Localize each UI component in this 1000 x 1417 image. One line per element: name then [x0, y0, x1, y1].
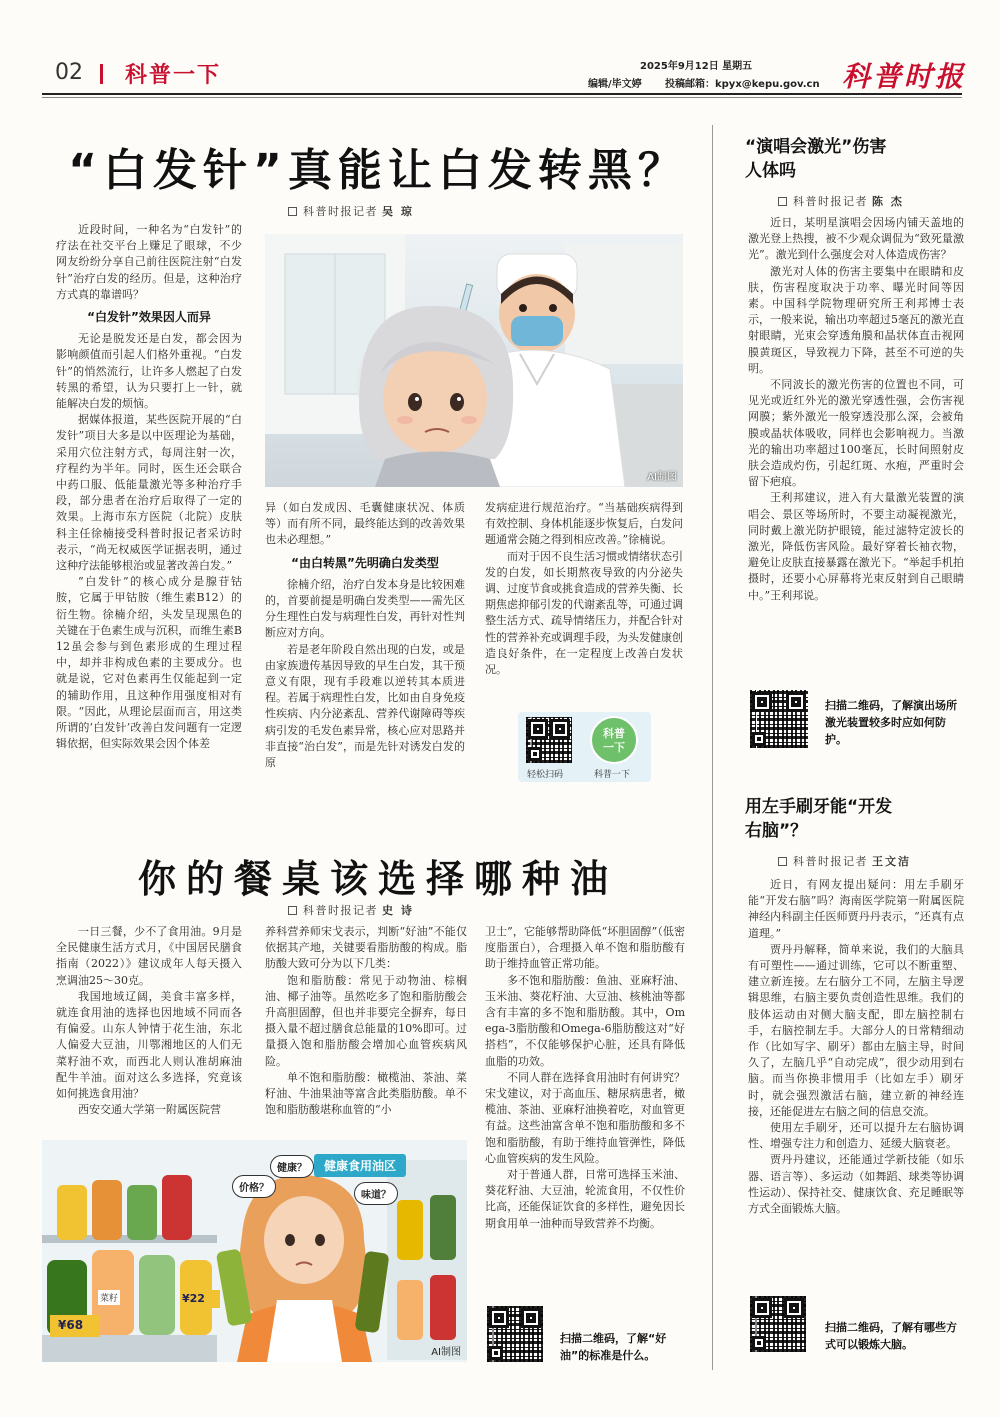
header-rule-thin: [42, 97, 962, 98]
image-caption: AI制图: [647, 472, 677, 483]
article2-title: 你的餐桌该选择哪种油: [137, 857, 618, 901]
page-number: 02: [55, 60, 83, 85]
qr-code[interactable]: [526, 717, 572, 763]
article1-qr-panel: [518, 712, 651, 782]
byline-box-icon: [288, 207, 297, 216]
article2-qr-caption: 扫描二维码，了解“好油”的标准是什么。: [560, 1332, 667, 1362]
masthead-logo: 科普时报: [842, 60, 967, 93]
paragraph: 我国地域辽阔，美食丰富多样，就连食用油的选择也因地域不同而各有偏爱。山东人钟情于花生油，东北人偏爱大豆油，川鄂湘地区的人们无菜籽油不欢，而西北人则认准胡麻油配牛羊油。面对这么多选择，究竟该如何挑选食用油？: [56, 989, 242, 1101]
byline-box-icon: [778, 857, 787, 866]
badge-text: 一下: [603, 741, 625, 754]
paragraph: 使用左手刷牙，还可以提升左右脑协调性、增强专注力和创造力、延缓大脑衰老。: [748, 1121, 964, 1151]
qr-label: 轻松扫码: [527, 770, 564, 780]
article1-subhead-2: “由白转黑”先明确白发类型: [291, 555, 439, 570]
paragraph: 多不饱和脂肪酸：鱼油、亚麻籽油、玉米油、葵花籽油、大豆油、核桃油等都含有丰富的多不饱和脂肪酸。其中，Omega-3脂肪酸和Omega-6脂肪酸这对“好搭档”，不仅能够保护心脏，还具有降低血脂的功效。: [485, 973, 685, 1068]
qr-code[interactable]: [487, 1306, 543, 1362]
article2-byline: [288, 902, 414, 918]
paragraph: 对于普通人群，日常可选择玉米油、葵花籽油、大豆油，轮流食用，不仅性价比高，还能保证饮食的多样性，避免因长期食用单一油种而导致营养不均衡。: [485, 1168, 685, 1230]
paragraph: 而对于因不良生活习惯或情绪状态引发的白发，如长期熬夜导致的内分泌失调、过度节食或挑食造成的营养失衡、长期焦虑抑郁引发的代谢紊乱等，可通过调整生活方式、疏导情绪压力，并配合针对性的营养补充或调理手段，为头发健康创造良好条件，在一定程度上改善白发状况。: [485, 549, 683, 677]
article2-column-2: [265, 924, 467, 1134]
thought-bubble: 味道？: [354, 1182, 398, 1205]
paragraph: 不同人群在选择食用油时有何讲究？宋戈建议，对于高血压、糖尿病患者，橄榄油、茶油、亚麻籽油换着吃，对血管更有益。这些油富含单不饱和脂肪酸和多不饱和脂肪酸，有助于维持血管弹性，降低心血管疾病的发生风险。: [485, 1070, 685, 1165]
article1-column-1: [56, 222, 242, 790]
thought-bubble: 健康？: [270, 1155, 314, 1178]
byline-role: 科普时报记者: [793, 855, 868, 868]
paragraph: 饱和脂肪酸：常见于动物油、棕榈油、椰子油等。虽然吃多了饱和脂肪酸会升高胆固醇，但也并非要完全摒弃，每日摄入量不超过膳食总能量的10%即可。过量摄入饱和脂肪酸会增加心血管疾病风险。: [265, 973, 467, 1068]
paragraph: 近日，有网友提出疑问：用左手刷牙能“开发右脑”吗？海南医学院第一附属医院神经内科副主任医师贾丹丹表示，“还真有点道理。”: [748, 878, 964, 940]
article1-subhead-1: “白发针”效果因人而异: [87, 310, 211, 325]
paragraph: “白发针”的核心成分是腺苷钴胺，它属于甲钴胺（维生素B12）的衍生物。徐楠介绍，头发呈现黑色的关键在于色素生成与沉积，而维生素B12虽会参与到色素形成的生理过程中，却并非构成色素的主要成分。也就是说，它对色素再生仅能起到一定的辅助作用，且这种作用强度相对有限。“因此，从理论层面而言，用这类所谓的‘白发针’改善白发问题有一定逻辑依据，但实际效果会因个体差: [56, 575, 242, 751]
paragraph: 养科营养师宋戈表示，判断“好油”不能仅依据其产地，关键要看脂肪酸的构成。脂肪酸大致可分为以下几类：: [265, 925, 467, 971]
article3-title: “演唱会激光”伤害人体吗: [745, 137, 887, 181]
paragraph: 贾丹丹解释，简单来说，我们的大脑具有可塑性——通过训练，它可以不断重塑、建立新连接。左右脑分工不同，左脑主导逻辑思维，右脑主要负责创造性思维。我们的肢体运动由对侧大脑支配，即左脑控制右手，右脑控制左手。大部分人的日常精细动作（比如写字、刷牙）都由左脑主导，时间久了，左脑几乎“自动完成”，很少动用到右脑。而当你换非惯用手（比如左手）刷牙时，就会强烈激活右脑，建立新的神经连接，还能促进左右脑之间的信息交流。: [748, 942, 964, 1118]
paragraph: 一日三餐，少不了食用油。9月是全民健康生活方式月，《中国居民膳食指南（2022）》建议成年人每天摄入烹调油25～30克。: [56, 925, 242, 987]
qr-label: 科普一下: [594, 770, 631, 780]
badge-text: 科普: [603, 727, 625, 740]
byline-name: 吴 琼: [382, 205, 414, 218]
column-rule: [712, 125, 713, 1370]
article2-illustration: [42, 1140, 467, 1362]
paragraph: 单不饱和脂肪酸：橄榄油、茶油、菜籽油、牛油果油等富含此类脂肪酸。单不饱和脂肪酸堪称血管的“小: [265, 1070, 467, 1117]
thought-bubble: 价格？: [232, 1175, 276, 1198]
paragraph: 发病症进行规范治疗。“当基础疾病得到有效控制、身体机能逐步恢复后，白发问题通常会随之得到相应改善。”徐楠说。: [485, 501, 683, 547]
article1-illustration: [265, 234, 683, 487]
paragraph: 若是老年阶段自然出现的白发，或是由家族遗传基因导致的早生白发，其干预意义有限，现有手段难以逆转其本质进程。若属于病理性白发，比如由自身免疫性疾病、内分泌紊乱、营养代谢障碍等疾病引发的毛发色素异常，核心应对思路并非直接“治白发”，而是先针对诱发白发的原: [265, 642, 465, 770]
article4-qr-caption: 扫描二维码，了解有哪些方式可以锻炼大脑。: [825, 1321, 957, 1351]
paragraph: 近日，某明星演唱会因场内铺天盖地的激光登上热搜，被不少观众调侃为“致死量激光”。激光到什么强度会对人体造成伤害？: [748, 216, 964, 262]
bottle-label: 菜籽: [98, 1290, 120, 1305]
article1-column-2: [265, 500, 465, 790]
byline-name: 王文洁: [872, 855, 911, 868]
oil-area-banner: 健康食用油区: [314, 1154, 406, 1177]
byline-role: 科普时报记者: [303, 904, 378, 917]
paragraph: 不同波长的激光伤害的位置也不同，可见光或近红外光的激光穿透性强，会伤害视网膜；紫外激光一般穿透没那么深，会被角膜或晶状体吸收，同样也会影响视力。当激光的输出功率超过100毫瓦，长时间照射皮肤会造成灼伤，引起红斑、水疱，严重时会留下疤痕。: [748, 378, 964, 489]
paragraph: 徐楠介绍，治疗白发本身是比较困难的，首要前提是明确白发类型——需先区分生理性白发与病理性白发，再针对性判断应对方向。: [265, 577, 465, 640]
article2-column-3: [485, 924, 685, 1289]
byline-name: 史 诗: [382, 904, 414, 917]
header-rule: [42, 93, 962, 95]
article3-qr-caption: 扫描二维码，了解演出场所激光装置较多时应如何防护。: [825, 699, 957, 746]
paragraph: 异（如白发成因、毛囊健康状况、体质等）而有所不同，最终能达到的改善效果也未必理想。”: [265, 501, 465, 547]
byline-box-icon: [288, 906, 297, 915]
byline-role: 科普时报记者: [303, 205, 378, 218]
article1-title: “白发针”真能让白发转黑？: [68, 145, 688, 196]
byline-role: 科普时报记者: [793, 195, 868, 208]
byline-box-icon: [778, 197, 787, 206]
paragraph: 贾丹丹建议，还能通过学新技能（如乐器、语言等）、多运动（如舞蹈、球类等协调性运动）、保持社交、健康饮食、充足睡眠等方式全面锻炼大脑。: [748, 1153, 964, 1216]
paragraph: 激光对人体的伤害主要集中在眼睛和皮肤，伤害程度取决于功率、曝光时间等因素。中国科学院物理研究所王利邦博士表示，一般来说，输出功率超过5毫瓦的激光直射眼睛，光束会穿透角膜和晶状体直击视网膜黄斑区，导致视力下降，甚至不可逆的失明。: [748, 264, 964, 375]
paragraph: 王利邦建议，进入有大量激光装置的演唱会、景区等场所时，不要主动凝视激光，同时戴上激光防护眼镜，能过滤特定波长的激光，降低伤害风险。最好穿着长袖衣物，避免让皮肤直接暴露在激光下。“举起手机拍摄时，还要小心屏幕将光束反射到自己眼睛中。”王利邦说。: [748, 491, 964, 602]
header-divider: [100, 64, 103, 84]
clinic-scene-svg: [265, 234, 683, 487]
paragraph: 无论是脱发还是白发，都会因为影响颜值而引起人们格外重视。“白发针”的悄然流行，让许多人燃起了白发转黑的希望，认为只要打上一针，就能解决白发的烦恼。: [56, 332, 242, 411]
article4-byline: [778, 853, 911, 869]
image-caption: AI制图: [431, 1347, 461, 1358]
paragraph: 据媒体报道，某些医院开展的“白发针”项目大多是以中医理论为基础，采用穴位注射方式，每周注射一次，疗程约为半年。同时，医生还会联合中药口服、低能量激光等多种治疗手段，部分患者在治疗后取得了一定的效果。上海市东方医院（北院）皮肤科主任徐楠接受科普时报记者采访时表示，“尚无权威医学证据表明，通过这种疗法能够根治或显著改善白发。”: [56, 413, 242, 573]
article1-byline: [288, 203, 414, 219]
price-tag: ¥22: [182, 1292, 205, 1305]
contact-email: 投稿邮箱：kpyx@kepu.gov.cn: [665, 79, 820, 90]
paragraph: 卫士”，它能够帮助降低“坏胆固醇”（低密度脂蛋白），合理摄入单不饱和脂肪酸有助于维持血管正常功能。: [485, 925, 685, 971]
article4-body: [748, 877, 964, 1277]
issue-date: 2025年9月12日 星期五: [640, 61, 753, 72]
paragraph: 近段时间，一种名为“白发针”的疗法在社交平台上赚足了眼球，不少网友纷纷分享自己前往医院注射“白发针”治疗白发的经历。但是，这种治疗方式真的靠谱吗？: [56, 223, 242, 301]
editor-credit: 编辑/毕文婷: [588, 79, 642, 90]
section-title: 科普一下: [125, 63, 222, 88]
badge-icon: [590, 716, 638, 764]
article3-byline: [778, 193, 904, 209]
price-tag: ¥68: [58, 1318, 84, 1332]
article4-title: 用左手刷牙能“开发右脑”？: [745, 797, 893, 841]
qr-code[interactable]: [750, 690, 808, 748]
byline-name: 陈 杰: [872, 195, 904, 208]
article1-column-3: [485, 500, 683, 710]
qr-code[interactable]: [750, 1296, 806, 1352]
article2-column-1: [56, 924, 242, 1134]
article3-body: [748, 215, 964, 683]
paragraph: 西安交通大学第一附属医院营: [78, 1103, 221, 1117]
